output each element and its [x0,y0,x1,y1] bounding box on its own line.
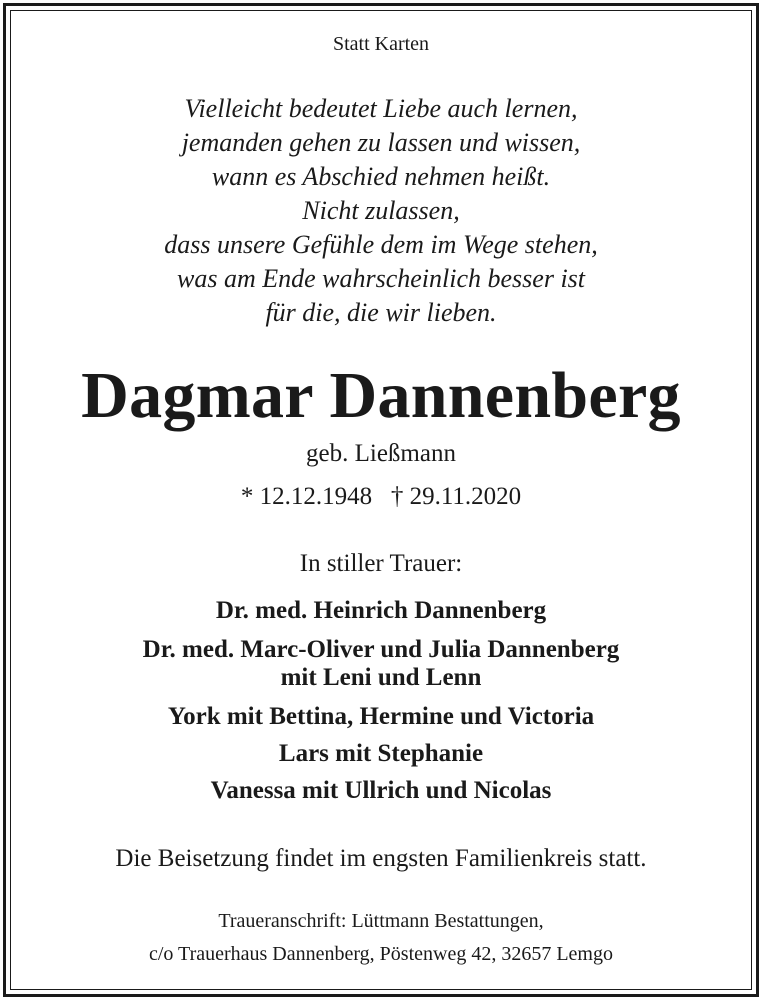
deceased-name: Dagmar Dannenberg [81,359,681,432]
poem-line: jemanden gehen zu lassen und wissen, [181,128,581,157]
address-line: Traueranschrift: Lüttmann Bestattungen, [218,910,544,932]
mourner-line: mit Leni und Lenn [280,664,482,691]
poem-line: was am Ende wahrscheinlich besser ist [176,264,586,293]
address-line: c/o Trauerhaus Dannenberg, Pöstenweg 42, 32657 Lemgo [148,943,613,965]
life-dates: * 12.12.1948 † 29.11.2020 [240,483,522,510]
poem-line: Nicht zulassen, [302,196,460,225]
poem-line: für die, die wir lieben. [265,298,497,327]
poem-line: wann es Abschied nehmen heißt. [211,162,551,191]
mourning-intro: In stiller Trauer: [299,550,463,577]
mourner-line: Dr. med. Marc-Oliver und Julia Dannenberg [142,636,620,663]
birth-name: geb. Ließmann [306,440,456,467]
mourner-line: Dr. med. Heinrich Dannenberg [215,597,547,624]
poem-line: Vielleicht bedeutet Liebe auch lernen, [184,94,578,123]
header-statt-karten: Statt Karten [332,33,430,55]
mourner-line: Lars mit Stephanie [278,740,484,767]
burial-note: Die Beisetzung findet im engsten Familienkreis statt. [115,845,647,872]
poem-line: dass unsere Gefühle dem im Wege stehen, [164,230,598,259]
mourner-line: Vanessa mit Ullrich und Nicolas [210,777,552,804]
mourner-line: York mit Bettina, Hermine und Victoria [167,703,595,730]
